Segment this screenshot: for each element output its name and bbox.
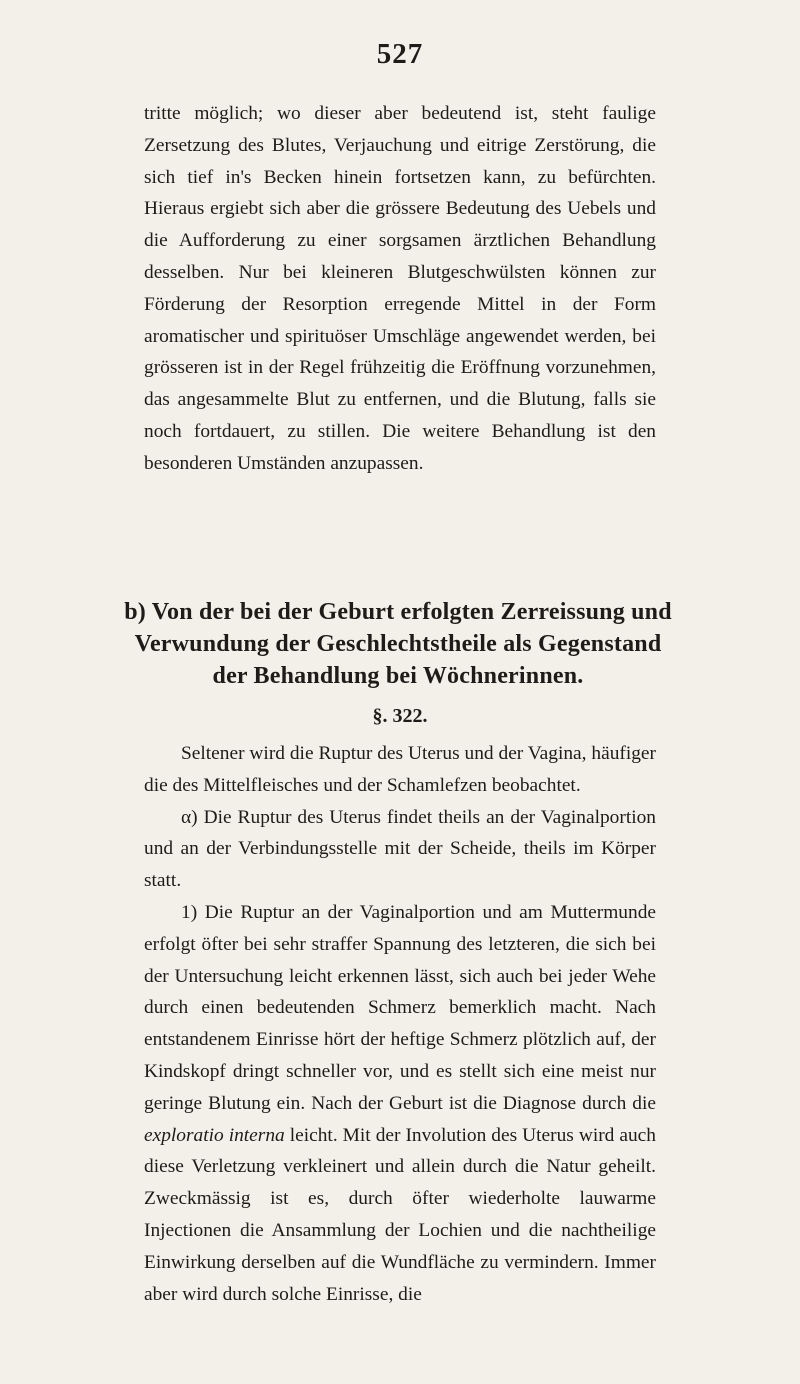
- paragraph-text: tritte möglich; wo dieser aber bedeutend ist, steht faulige Zersetzung des Blutes, Verjauchung und eitrige Zerstörung, die sich tief in's Becken hinein fortsetzen kann, zu befürchten. Hieraus ergiebt sich aber die grössere Bedeutung des Uebels und die Aufforderung zu einer sorgsamen ärztlichen Behandlung desselben. Nur bei kleineren Blutgeschwülsten können zur Förderung der Resorption erregende Mittel in der Form aromatischer und spirituöser Umschläge angewendet werden, bei grösseren ist in der Regel frühzeitig die Eröffnung vorzunehmen, das angesammelte Blut zu entfernen, und die Blutung, falls sie noch fortdauert, zu stillen. Die weitere Behandlung ist den besonderen Umständen anzupassen.: [144, 103, 656, 474]
- section-heading: b) Von der bei der Geburt erfolgten Zerreissung und Verwundung der Geschlechtstheile als Gegenstand der Behandlung bei Wöchnerinnen.: [124, 599, 672, 689]
- paragraph-intro: Seltener wird die Ruptur des Uterus und der Vagina, häufiger die des Mittelfleisches und der Schamlefzen beobachtet.: [144, 743, 656, 796]
- paragraph-text-start: 1) Die Ruptur an der Vaginalportion und am Muttermunde erfolgt öfter bei sehr straffer Spannung des letzteren, die sich bei der Untersuchung leicht erkennen lässt, sich auch bei jeder Wehe durch einen bedeutenden Schmerz bemerklich macht. Nach entstandenem Einrisse hört der heftige Schmerz plötzlich auf, der Kindskopf dringt schneller vor, und es stellt sich eine meist nur geringe Blutung ein. Nach der Geburt ist die Diagnose durch die: [144, 901, 656, 1114]
- paragraph-point-1: [144, 897, 656, 1310]
- paragraph-text-end: leicht. Mit der Involution des Uterus wird auch diese Verletzung verkleinert und allein durch die Natur geheilt. Zweckmässig ist es, durch öfter wiederholte lauwarme Injectionen die Ansammlung der Lochien und die nachtheilige Einwirkung derselben auf die Wundfläche zu vermindern. Immer aber wird durch solche Einrisse, die: [144, 1124, 656, 1305]
- section-number: §. 322.: [372, 705, 428, 727]
- section-body: [144, 738, 656, 1310]
- italic-term: exploratio interna: [144, 1124, 285, 1146]
- paragraph-alpha: α) Die Ruptur des Uterus findet theils an der Vaginalportion und an der Verbindungsstelle mit der Scheide, theils im Körper statt.: [144, 806, 656, 892]
- page-number: 527: [376, 38, 424, 70]
- paragraph-continued: [144, 98, 656, 480]
